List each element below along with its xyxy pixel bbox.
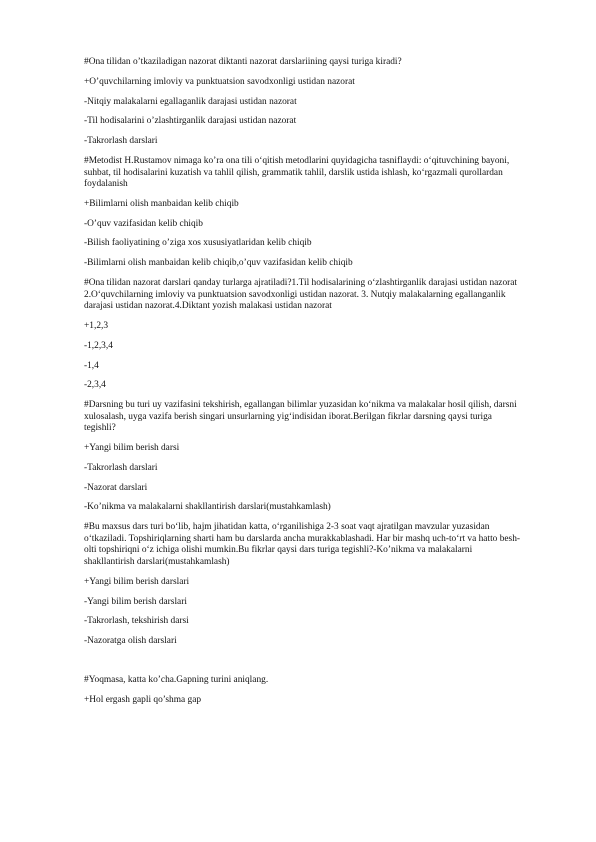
question-3: #Ona tilidan nazorat darslari qanday turlarga ajratiladi?1.Til hodisalarining o‘zlashtirganlik darajasi ustidan nazorat 2.O‘quvchilarning imloviy va punktuatsion savodxonligi ustidan nazorat. 3. Nutqiy malakalarning egallanganlik darajasi ustidan nazorat.4.Diktant yozish malakasi ustidan nazorat xyxy=(84,278,518,312)
answer-1-option: -Til hodisalarini o’zlashtirganlik darajasi ustidan nazorat xyxy=(84,116,297,127)
answer-2-option: -Bilish faoliyatining o’ziga xos xususiyatlaridan kelib chiqib xyxy=(84,238,312,249)
answer-5-option: -Nazoratga olish darslari xyxy=(84,636,177,647)
question-2: #Metodist H.Rustamov nimaga ko’ra ona tili o‘qitish metodlarini quyidagicha tasniflaydi: o‘qituvchining bayoni, suhbat, til hodisalarini kuzatish va tahlil qilish, grammatik tahlil, darslik ustida ishlash, ko‘rgazmali qurollardan foydalanish xyxy=(84,155,510,190)
document-page xyxy=(84,57,524,714)
answer-1-correct: +O’quvchilarning imloviy va punktuatsion savodxonligi ustidan nazorat xyxy=(84,76,355,87)
answer-5-option: -Yangi bilim berish darslari xyxy=(84,596,187,607)
answer-3-option: -1,2,3,4 xyxy=(84,340,113,351)
question-1: #Ona tilidan o’tkaziladigan nazorat diktanti nazorat darslariining qaysi turiga kiradi? xyxy=(84,57,402,67)
question-4: #Darsning bu turi uy vazifasini tekshirish, egallangan bilimlar yuzasidan ko‘nikma va malakalar hosil qilish, darsni xulosalash, uyga vazifa berish singari unsurlarning yig‘indisidan iborat.Berilgan fikrlar darsning qaysi turiga tegishli? xyxy=(84,400,517,434)
answer-3-option: -1,4 xyxy=(84,360,99,371)
question-5: #Bu maxsus dars turi bo‘lib, hajm jihatidan katta, o‘rganilishiga 2-3 soat vaqt ajratilgan mavzular yuzasidan o‘tkaziladi. Topshiriqlarning sharti ham bu darslarda ancha murakkablashadi. Har bir mashq uch-to‘rt va hatto besh-olti topshiriqni o‘z ichiga olishi mumkin.Bu fikrlar qaysi dars turiga tegishli?-Ko’nikma va malakalarni shakllantirish darslari(mustahkamlash) xyxy=(84,522,521,567)
answer-1-option: -Takrorlash darslari xyxy=(84,136,158,147)
answer-4-correct: +Yangi bilim berish darsi xyxy=(84,443,180,454)
answer-2-correct: +Bilimlarni olish manbaidan kelib chiqib xyxy=(84,198,239,209)
blank-spacer xyxy=(84,656,524,675)
answer-6-correct: +Hol ergash gapli qo’shma gap xyxy=(84,694,202,705)
answer-2-option: -Bilimlarni olish manbaidan kelib chiqib,o’quv vazifasidan kelib chiqib xyxy=(84,258,353,269)
answer-2-option: -O’quv vazifasidan kelib chiqib xyxy=(84,218,203,229)
answer-3-correct: +1,2,3 xyxy=(84,320,109,331)
answer-4-option: -Nazorat darslari xyxy=(84,482,148,493)
answer-3-option: -2,3,4 xyxy=(84,380,106,391)
answer-5-option: -Takrorlash, tekshirish darsi xyxy=(84,616,189,627)
answer-5-correct: +Yangi bilim berish darslari xyxy=(84,576,190,587)
answer-1-option: -Nitqiy malakalarni egallaganlik darajasi ustidan nazorat xyxy=(84,96,297,107)
answer-4-option: -Takrorlash darslari xyxy=(84,462,158,473)
answer-4-option: -Ko’nikma va malakalarni shakllantirish darslari(mustahkamlash) xyxy=(84,502,331,513)
question-6: #Yoqmasa, katta ko’cha.Gapning turini aniqlang. xyxy=(84,674,269,685)
